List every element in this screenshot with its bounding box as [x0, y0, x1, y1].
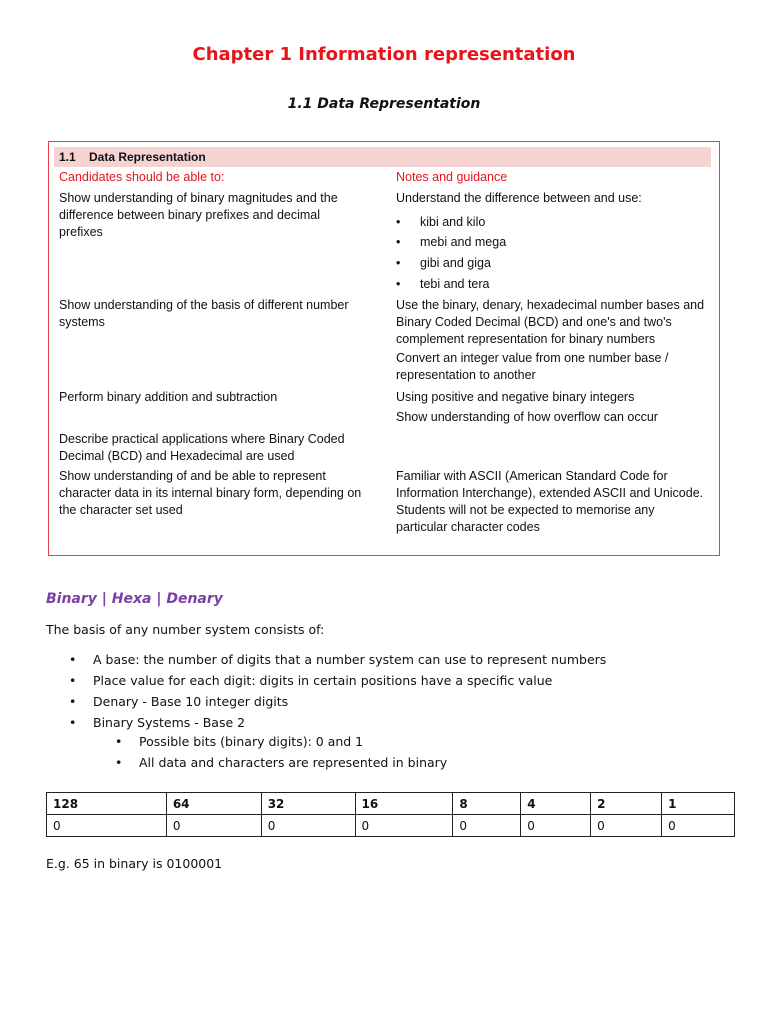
column-heading-left: Candidates should be able to:	[59, 170, 225, 184]
table-header-cell: 4	[521, 793, 591, 815]
syllabus-header-label: Data Representation	[89, 150, 206, 164]
syllabus-box: 1.1 Data Representation Candidates should be able to: Notes and guidance Show understanding of binary magnitudes and the difference between binary prefixes and decimal prefixes Understand the difference between and use: • kibi and kilo • mebi and mega • gibi and giga • tebi and tera Show understanding of the basis of different number systems Use the binary, denary, hexadecimal number bases and Binary Coded Decimal (BCD) and one's and two's complement representation for binary numbers Convert an integer value from one number base / representation to another Perform binary addition and subtraction Using positive and negative binary integers Show understanding of how overflow can occur Describe practical applications where Binary Coded Decimal (BCD) and Hexadecimal are used Show understanding of and be able to represent character data in its internal binary form, depending on the character set used Familiar with ASCII (American Standard Code for Information Interchange), extended ASCII and Unicode. Students will not be expected to memorise any particular character codes	[48, 141, 720, 556]
table-cell: 0	[261, 815, 355, 837]
section-title: 1.1 Data Representation	[287, 96, 481, 112]
row5-left: Show understanding of and be able to represent character data in its internal binary form, depending on the character set used	[59, 469, 362, 517]
row2-right-b: Convert an integer value from one number base / representation to another	[396, 351, 669, 382]
table-header-cell: 16	[355, 793, 453, 815]
table-cell: 0	[453, 815, 521, 837]
row2-left: Show understanding of the basis of different number systems	[59, 298, 349, 329]
chapter-title: Chapter 1 Information representation	[192, 44, 576, 65]
table-cell: 0	[591, 815, 662, 837]
intro-paragraph: The basis of any number system consists of:	[46, 622, 325, 637]
row2-right-a: Use the binary, denary, hexadecimal number bases and Binary Coded Decimal (BCD) and one's and two's complement representation for binary numbers	[396, 298, 705, 346]
table-header-cell: 128	[47, 793, 167, 815]
syllabus-header	[54, 147, 711, 167]
table-header-cell: 2	[591, 793, 662, 815]
row3-right-a: Using positive and negative binary integers	[396, 390, 635, 404]
binary-place-value-table	[46, 792, 735, 837]
row3-left: Perform binary addition and subtraction	[59, 390, 278, 404]
table-cell: 0	[166, 815, 261, 837]
row1-right: Understand the difference between and use:	[396, 191, 642, 205]
row3-right-b: Show understanding of how overflow can occur	[396, 410, 658, 424]
table-cell: 0	[662, 815, 735, 837]
table-header-cell: 1	[662, 793, 735, 815]
table-header-cell: 32	[261, 793, 355, 815]
table-cell: 0	[521, 815, 591, 837]
row4-left: Describe practical applications where Binary Coded Decimal (BCD) and Hexadecimal are used	[59, 432, 345, 463]
example-text: E.g. 65 in binary is 0100001	[46, 856, 223, 871]
table-header-cell: 64	[166, 793, 261, 815]
row1-left: Show understanding of binary magnitudes and the difference between binary prefixes and decimal prefixes	[59, 191, 338, 239]
syllabus-header-number: 1.1	[59, 150, 76, 164]
row5-right: Familiar with ASCII (American Standard Code for Information Interchange), extended ASCII and Unicode. Students will not be expected to memorise any particular character codes	[396, 469, 704, 534]
column-heading-right: Notes and guidance	[396, 170, 508, 184]
table-cell: 0	[355, 815, 453, 837]
sub-heading: Binary | Hexa | Denary	[46, 591, 223, 607]
table-header-cell: 8	[453, 793, 521, 815]
table-header-row	[47, 793, 735, 815]
table-row	[47, 815, 735, 837]
table-cell: 0	[47, 815, 167, 837]
